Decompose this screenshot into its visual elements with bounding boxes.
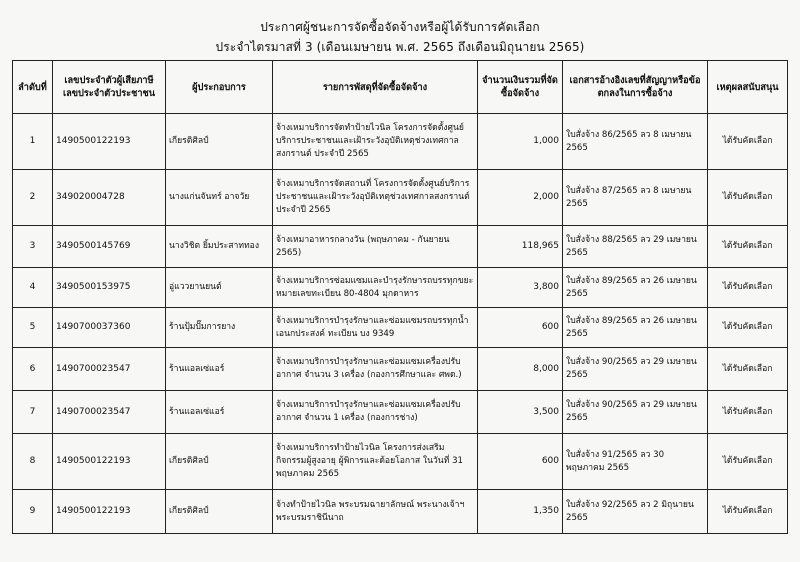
- cell-amount: 600: [478, 434, 563, 490]
- cell-no: 8: [13, 434, 53, 490]
- cell-item: จ้างเหมาบริการบำรุงรักษาและซ่อมแซมเครื่องปรับอากาศ จำนวน 1 เครื่อง (กองการช่าง): [273, 391, 478, 434]
- header-reason: เหตุผลสนับสนุน: [708, 61, 788, 114]
- cell-vendor: นางแก่นจันทร์ อาจวัย: [166, 170, 273, 226]
- cell-reason: ได้รับคัดเลือก: [708, 226, 788, 268]
- cell-doc: ใบสั่งจ้าง 92/2565 ลว 2 มิถุนายน 2565: [563, 490, 708, 534]
- cell-amount: 3,800: [478, 268, 563, 308]
- table-row: [13, 490, 788, 534]
- table-row: [13, 114, 788, 170]
- cell-amount: 8,000: [478, 348, 563, 391]
- cell-item: จ้างเหมาอาหารกลางวัน (พฤษภาคม - กันยายน 2565): [273, 226, 478, 268]
- cell-doc: ใบสั่งจ้าง 91/2565 ลว 30 พฤษภาคม 2565: [563, 434, 708, 490]
- cell-item: จ้างเหมาบริการทำป้ายไวนิล โครงการส่งเสริมกิจกรรมผู้สูงอายุ ผู้พิการและด้อยโอกาส ในวันที่ 31 พฤษภาคม 2565: [273, 434, 478, 490]
- cell-taxid: 3490500145769: [53, 226, 166, 268]
- table-row: [13, 170, 788, 226]
- cell-doc: ใบสั่งจ้าง 89/2565 ลว 26 เมษายน 2565: [563, 308, 708, 348]
- cell-amount: 3,500: [478, 391, 563, 434]
- cell-item: จ้างทำป้ายไวนิล พระบรมฉายาลักษณ์ พระนางเจ้าฯ พระบรมราชินีนาถ: [273, 490, 478, 534]
- cell-no: 6: [13, 348, 53, 391]
- cell-taxid: 1490700037360: [53, 308, 166, 348]
- table-row: [13, 268, 788, 308]
- cell-vendor: อู่แววยานยนต์: [166, 268, 273, 308]
- cell-reason: ได้รับคัดเลือก: [708, 268, 788, 308]
- header-vendor: ผู้ประกอบการ: [166, 61, 273, 114]
- cell-no: 2: [13, 170, 53, 226]
- cell-reason: ได้รับคัดเลือก: [708, 308, 788, 348]
- cell-doc: ใบสั่งจ้าง 86/2565 ลว 8 เมษายน 2565: [563, 114, 708, 170]
- cell-taxid: 1490700023547: [53, 348, 166, 391]
- cell-amount: 1,350: [478, 490, 563, 534]
- header-amount: จำนวนเงินรวมที่จัดซื้อจัดจ้าง: [478, 61, 563, 114]
- cell-doc: ใบสั่งจ้าง 89/2565 ลว 26 เมษายน 2565: [563, 268, 708, 308]
- cell-item: จ้างเหมาบริการบำรุงรักษาและซ่อมแซมรถบรรทุกน้ำเอนกประสงค์ ทะเบียน บง 9349: [273, 308, 478, 348]
- header-no: ลำดับที่: [13, 61, 53, 114]
- cell-vendor: นางวิชิต ยิ้มประสาททอง: [166, 226, 273, 268]
- cell-taxid: 1490500122193: [53, 114, 166, 170]
- cell-reason: ได้รับคัดเลือก: [708, 391, 788, 434]
- cell-vendor: เกียรติศิลป์: [166, 434, 273, 490]
- table-row: [13, 308, 788, 348]
- cell-taxid: 1490500122193: [53, 434, 166, 490]
- table-row: [13, 434, 788, 490]
- cell-doc: ใบสั่งจ้าง 88/2565 ลว 29 เมษายน 2565: [563, 226, 708, 268]
- cell-item: จ้างเหมาบริการซ่อมแซมและบำรุงรักษารถบรรทุกขยะ หมายเลขทะเบียน 80-4804 มุกดาหาร: [273, 268, 478, 308]
- cell-taxid: 1490500122193: [53, 490, 166, 534]
- document-subtitle: ประจำไตรมาสที่ 3 (เดือนเมษายน พ.ศ. 2565 ถึงเดือนมิถุนายน 2565): [215, 40, 585, 54]
- table-header-row: [13, 61, 788, 114]
- cell-amount: 118,965: [478, 226, 563, 268]
- table-row: [13, 348, 788, 391]
- cell-reason: ได้รับคัดเลือก: [708, 348, 788, 391]
- cell-reason: ได้รับคัดเลือก: [708, 434, 788, 490]
- procurement-table: [12, 60, 788, 534]
- cell-item: จ้างเหมาบริการบำรุงรักษาและซ่อมแซมเครื่องปรับอากาศ จำนวน 3 เครื่อง (กองการศึกษาและ ศพด.): [273, 348, 478, 391]
- cell-no: 9: [13, 490, 53, 534]
- cell-doc: ใบสั่งจ้าง 87/2565 ลว 8 เมษายน 2565: [563, 170, 708, 226]
- header-taxid: เลขประจำตัวผู้เสียภาษี เลขประจำตัวประชาชน: [53, 61, 166, 114]
- cell-no: 4: [13, 268, 53, 308]
- cell-vendor: เกียรติศิลป์: [166, 114, 273, 170]
- document-title: ประกาศผู้ชนะการจัดซื้อจัดจ้างหรือผู้ได้รับการคัดเลือก: [260, 20, 540, 34]
- cell-taxid: 349020004728: [53, 170, 166, 226]
- cell-taxid: 3490500153975: [53, 268, 166, 308]
- header-doc: เอกสารอ้างอิงเลขที่สัญญาหรือข้อตกลงในการซื้อจ้าง: [563, 61, 708, 114]
- cell-vendor: เกียรติศิลป์: [166, 490, 273, 534]
- cell-amount: 600: [478, 308, 563, 348]
- cell-item: จ้างเหมาบริการจัดทำป้ายไวนิล โครงการจัดตั้งศูนย์บริการประชาชนและเฝ้าระวังอุบัติเหตุช่วงเทศกาลสงกรานต์ ประจำปี 2565: [273, 114, 478, 170]
- cell-no: 3: [13, 226, 53, 268]
- cell-amount: 2,000: [478, 170, 563, 226]
- cell-vendor: ร้านปุ้มปั๊มการยาง: [166, 308, 273, 348]
- cell-item: จ้างเหมาบริการจัดสถานที่ โครงการจัดตั้งศูนย์บริการประชาชนและเฝ้าระวังอุบัติเหตุช่วงเทศกาลสงกรานต์ ประจำปี 2565: [273, 170, 478, 226]
- cell-doc: ใบสั่งจ้าง 90/2565 ลว 29 เมษายน 2565: [563, 348, 708, 391]
- cell-no: 7: [13, 391, 53, 434]
- cell-doc: ใบสั่งจ้าง 90/2565 ลว 29 เมษายน 2565: [563, 391, 708, 434]
- table-row: [13, 391, 788, 434]
- cell-reason: ได้รับคัดเลือก: [708, 114, 788, 170]
- header-item: รายการพัสดุที่จัดซื้อจัดจ้าง: [273, 61, 478, 114]
- cell-vendor: ร้านแอลเซ่แอร์: [166, 348, 273, 391]
- cell-amount: 1,000: [478, 114, 563, 170]
- cell-reason: ได้รับคัดเลือก: [708, 490, 788, 534]
- cell-no: 1: [13, 114, 53, 170]
- cell-no: 5: [13, 308, 53, 348]
- cell-vendor: ร้านแอลเซ่แอร์: [166, 391, 273, 434]
- cell-taxid: 1490700023547: [53, 391, 166, 434]
- table-row: [13, 226, 788, 268]
- cell-reason: ได้รับคัดเลือก: [708, 170, 788, 226]
